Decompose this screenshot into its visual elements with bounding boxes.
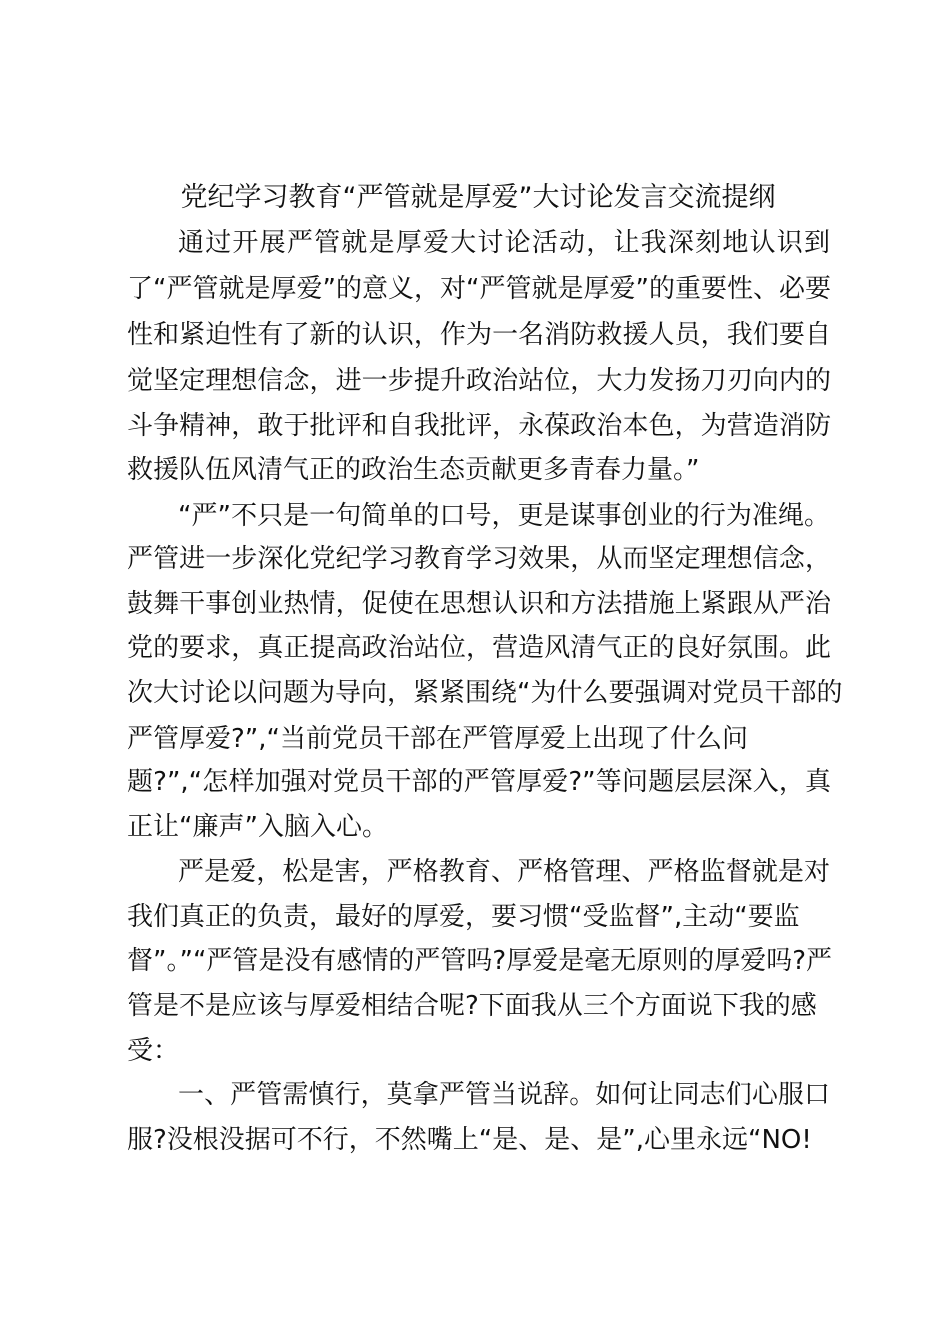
paragraph-line: 救援队伍风清气正的政治生态贡献更多青春力量。”	[127, 455, 700, 485]
paragraph-line: 服?没根没据可不行，不然嘴上“是、是、是”,心里永远“NO!	[127, 1125, 812, 1155]
paragraph-line: 次大讨论以问题为导向，紧紧围绕“为什么要强调对党员干部的	[127, 678, 843, 708]
paragraph-line: 一、严管需慎行，莫拿严管当说辞。如何让同志们心服口	[178, 1080, 830, 1110]
paragraph-line: 题?”,“怎样加强对党员干部的严管厚爱?”等问题层层深入，真	[127, 767, 831, 797]
paragraph-line: 通过开展严管就是厚爱大讨论活动，让我深刻地认识到	[178, 228, 830, 258]
paragraph-line: 严管厚爱?”,“当前党员干部在严管厚爱上出现了什么问	[127, 724, 749, 754]
paragraph-line: 我们真正的负责，最好的厚爱，要习惯“受监督”,主动“要监	[127, 902, 800, 932]
paragraph-line: 性和紧迫性有了新的认识，作为一名消防救援人员，我们要自	[127, 320, 831, 350]
paragraph-line: 觉坚定理想信念，进一步提升政治站位，大力发扬刀刃向内的	[127, 366, 831, 396]
paragraph-line: 督”。”“严管是没有感情的严管吗?厚爱是毫无原则的厚爱吗?严	[127, 946, 833, 976]
paragraph-line: 斗争精神，敢于批评和自我批评，永葆政治本色，为营造消防	[127, 411, 831, 441]
paragraph-line: 管是不是应该与厚爱相结合呢?下面我从三个方面说下我的感	[127, 991, 817, 1021]
document-title: 党纪学习教育“严管就是厚爱”大讨论发言交流提纲	[180, 182, 776, 213]
paragraph-line: 严管进一步深化党纪学习教育学习效果，从而坚定理想信念，	[127, 544, 831, 574]
paragraph-line: 严是爱，松是害，严格教育、严格管理、严格监督就是对	[178, 857, 830, 887]
paragraph-line: 党的要求，真正提高政治站位，营造风清气正的良好氛围。此	[127, 633, 831, 663]
paragraph-line: 正让“廉声”入脑入心。	[127, 812, 388, 842]
paragraph-line: 鼓舞干事创业热情，促使在思想认识和方法措施上紧跟从严治	[127, 589, 831, 619]
paragraph-line: 受：	[127, 1036, 180, 1066]
paragraph-line: “严”不只是一句简单的口号，更是谋事创业的行为准绳。	[178, 501, 830, 531]
paragraph-line: 了“严管就是厚爱”的意义，对“严管就是厚爱”的重要性、必要	[127, 274, 831, 304]
